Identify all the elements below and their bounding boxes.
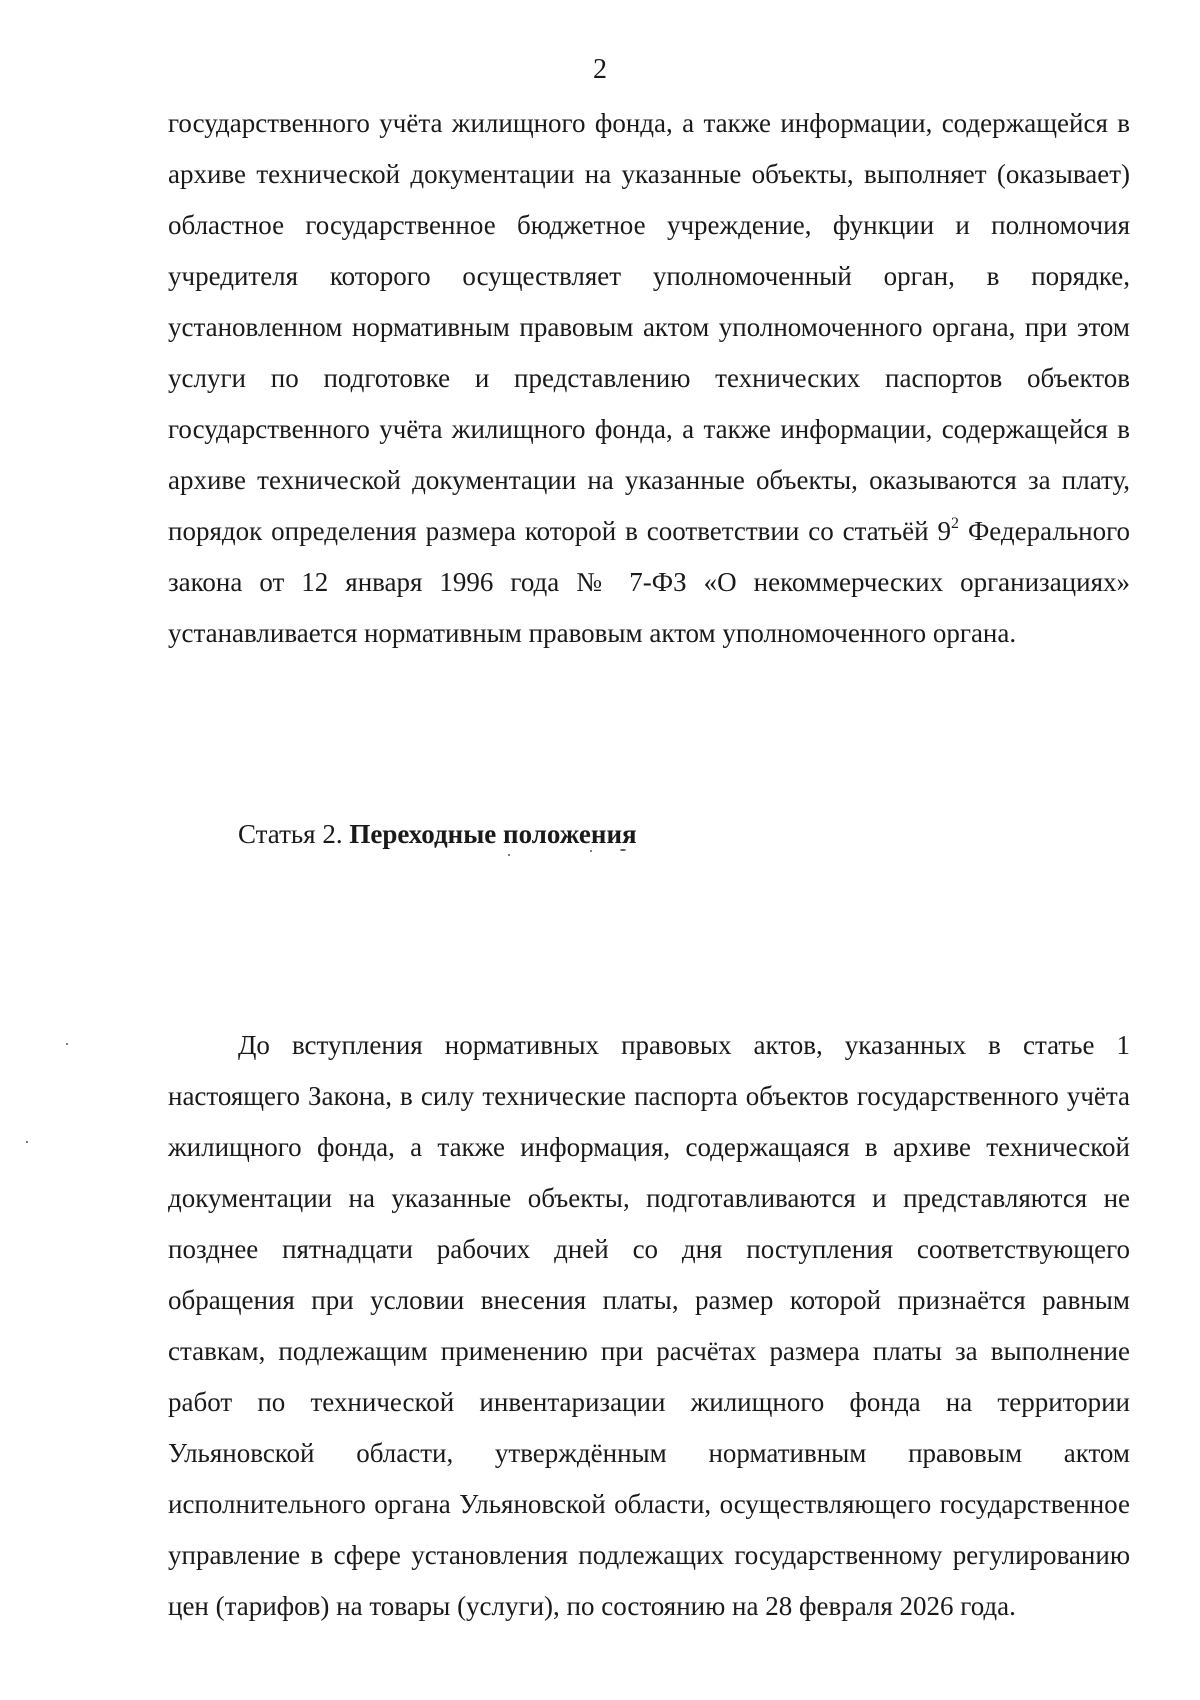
page-number: 2 — [593, 54, 607, 85]
article-1-text-part-2: Федерального закона от 12 января 1996 года № 7-ФЗ «О некоммерческих организациях» устанавливается нормативным правовым актом уполномоченного органа. — [168, 516, 1130, 648]
scan-speck — [26, 1141, 28, 1143]
scan-speck — [620, 849, 626, 851]
scan-speck — [66, 1043, 68, 1045]
article-2-heading — [238, 814, 637, 854]
article-1-continuation — [168, 98, 1130, 659]
article-2-title: Переходные положения — [349, 819, 637, 849]
article-1-text-part-1: государственного учёта жилищного фонда, а также информации, содержащейся в архиве технической документации на указанные объекты, выполняет (оказывает) областное государственное бюджетное учреждение, функции и полномочия учредителя которого осуществляет уполномоченный орган, в порядке, установленном нормативным правовым актом уполномоченного органа, при этом услуги по подготовке и представлению технических паспортов объектов государственного учёта жилищного фонда, а также информации, содержащейся в архиве технической документации на указанные объекты, оказываются за плату, порядок определения размера которой в соответствии со статьёй 9 — [168, 108, 1130, 546]
article-2-label: Статья 2. — [238, 819, 350, 849]
scan-speck — [590, 850, 592, 852]
article-2-paragraph: До вступления нормативных правовых актов, указанных в статье 1 настоящего Закона, в силу технические паспорта объектов государственного учёта жилищного фонда, а также информация, содержащаяся в архиве технической документации на указанные объекты, подготавливаются и представляются не позднее пятнадцати рабочих дней со дня поступления соответствующего обращения при условии внесения платы, размер которой признаётся равным ставкам, подлежащим применению при расчётах размера платы за выполнение работ по технической инвентаризации жилищного фонда на территории Ульяновской области, утверждённым нормативным правовым актом исполнительного органа Ульяновской области, осуществляющего государственное управление в сфере установления подлежащих государственному регулированию цен (тарифов) на товары (услуги), по состоянию на 28 февраля 2026 года. — [168, 1030, 1130, 1621]
superscript-marker: 2 — [951, 515, 960, 532]
scan-speck — [508, 854, 510, 856]
